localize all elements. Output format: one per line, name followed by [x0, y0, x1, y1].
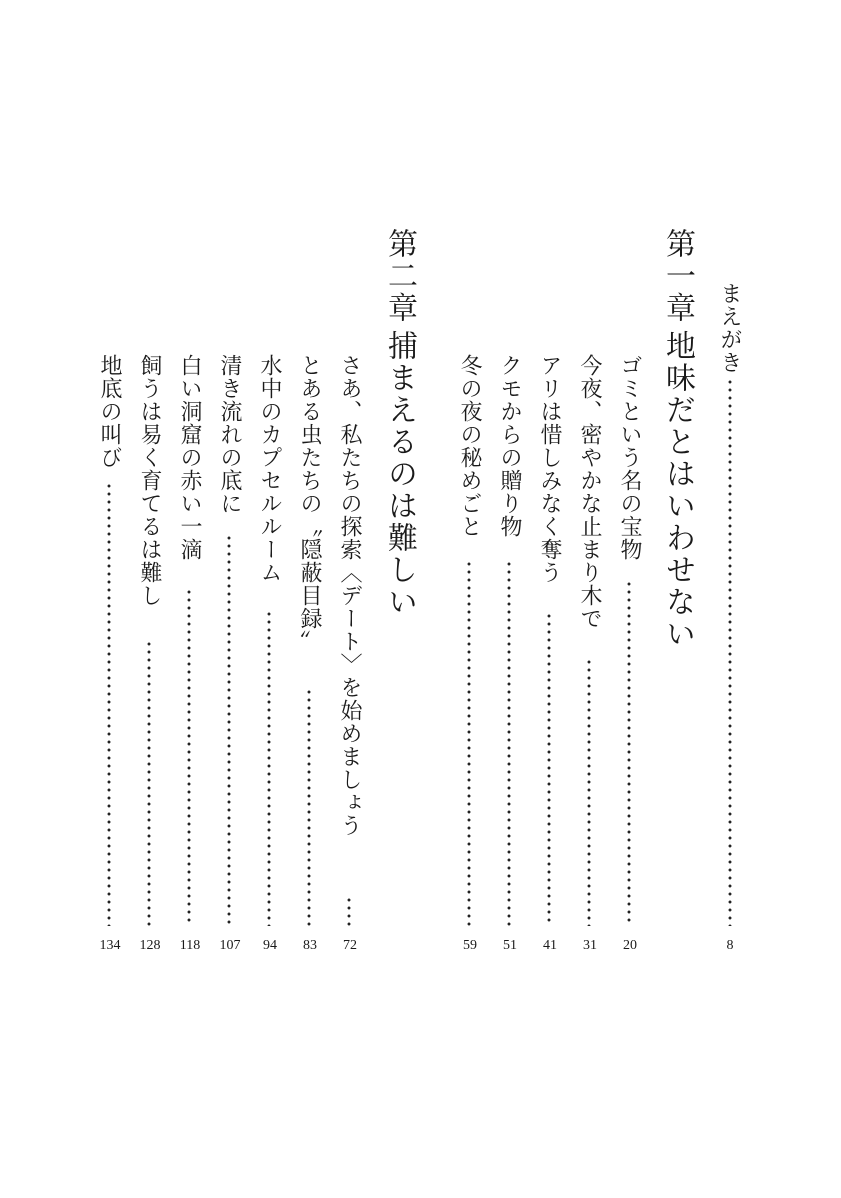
toc-entry-ch2-5[interactable]: 白い洞窟の赤い一滴	[177, 354, 202, 561]
page-number: 51	[503, 938, 517, 953]
page-number: 8	[726, 938, 734, 953]
page-number: 41	[543, 938, 557, 953]
leader-dots	[227, 534, 231, 926]
page-number: 107	[219, 938, 241, 953]
leader-dots	[107, 482, 111, 926]
page-number: 31	[583, 938, 597, 953]
page-number: 83	[303, 938, 317, 953]
leader-dots	[627, 580, 631, 926]
leader-dots	[507, 560, 511, 926]
page-number: 134	[99, 938, 121, 953]
leader-dots	[467, 560, 471, 926]
toc-entry-ch1-3[interactable]: アリは惜しみなく奪う	[537, 354, 562, 584]
toc-entry-ch1-2[interactable]: 今夜、密やかな止まり木で	[577, 354, 602, 630]
toc-entry-ch1-1[interactable]: ゴミという名の宝物	[617, 354, 642, 561]
toc-entry-ch2-7[interactable]: 地底の叫び	[97, 354, 122, 469]
leader-dots	[307, 688, 311, 926]
leader-dots	[728, 378, 732, 926]
page-number: 118	[179, 938, 201, 953]
chapter-1-label: 第一章	[660, 228, 695, 324]
toc-entry-ch2-4[interactable]: 清き流れの底に	[217, 354, 242, 515]
leader-dots	[347, 896, 351, 926]
page-number: 128	[139, 938, 161, 953]
leader-dots	[267, 610, 271, 926]
leader-dots	[587, 658, 591, 926]
chapter-1-title: 地味だとはいわせない	[660, 330, 695, 650]
toc-entry-ch2-3[interactable]: 水中のカプセルルーム	[257, 354, 282, 584]
page-number: 94	[263, 938, 277, 953]
leader-dots	[547, 612, 551, 926]
toc-entry-ch2-2[interactable]: とある虫たちの〝隠蔽目録〟	[297, 354, 322, 653]
chapter-2-title: 捕まえるのは難しい	[382, 330, 417, 618]
page-number: 72	[343, 938, 357, 953]
toc-entry-ch2-6[interactable]: 飼うは易く育てるは難し	[137, 354, 162, 607]
leader-dots	[147, 640, 151, 926]
toc-entry-ch2-1[interactable]: さあ、私たちの探索〈デート〉を始めましょう	[337, 354, 362, 837]
page-number: 59	[463, 938, 477, 953]
toc-entry-ch1-5[interactable]: 冬の夜の秘めごと	[457, 354, 482, 538]
leader-dots	[187, 588, 191, 926]
chapter-2-label: 第二章	[382, 228, 417, 324]
toc-entry-ch1-4[interactable]: クモからの贈り物	[497, 354, 522, 538]
toc-entry-preface[interactable]: まえがき	[717, 282, 742, 374]
page-number: 20	[623, 938, 637, 953]
